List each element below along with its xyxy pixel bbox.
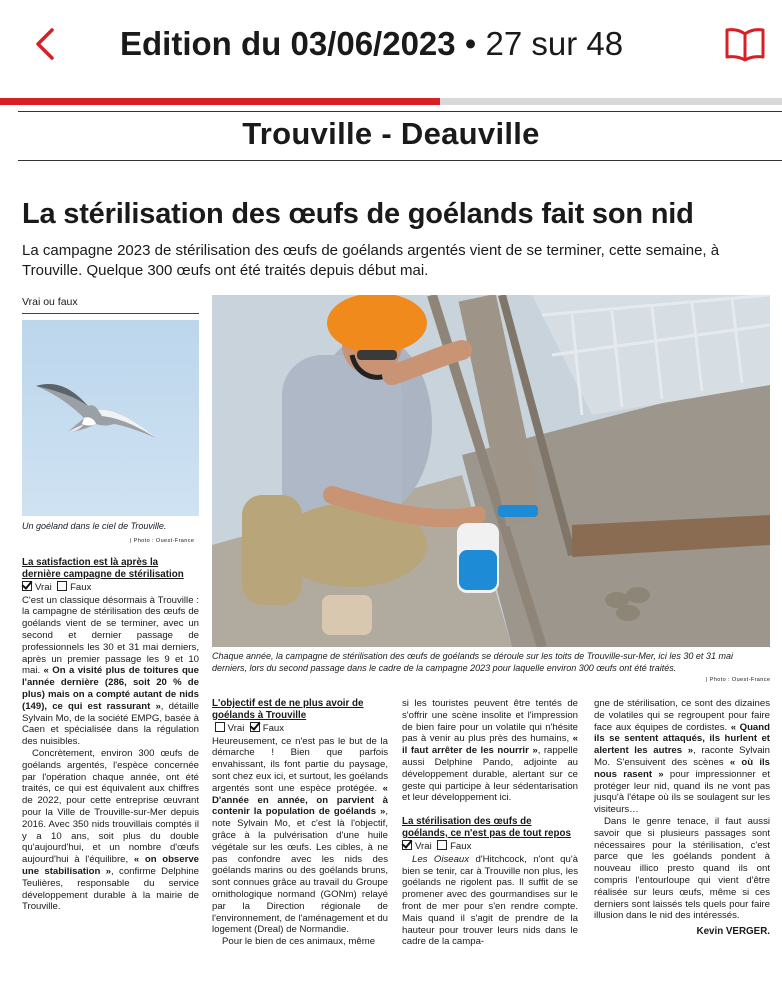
gull-photo [22, 320, 199, 516]
column-3-subhead: La stérilisation des œufs de goélands, ce n'est pas de tout repos [402, 816, 571, 839]
chevron-left-icon[interactable] [28, 24, 62, 64]
gull-photo-caption: Un goéland dans le ciel de Trouville. [22, 521, 167, 531]
column-1-paragraph-2: Concrètement, environ 300 œufs de goélands argentés, l'espèce concernée par l'opération chaque année, ont été traités, ce qui est équivalent aux chiffres de 2022, pour cette entreprise œuvrant pour la Ville de Trouville-sur-Mer depuis 2016. Avec 350 nids trouvillais comptés il y a 10 ans, soit plus du double qu'aujourd'hui, et un nombre d'œufs aujourd'hui à l'équilibre, « on observe une stabilisation », confirme Delphine Teulières, responsable du service développement durable à la mairie de Trouville. [22, 747, 200, 913]
column-4-paragraph-1: gne de stérilisation, ce sont des dizaines de volatiles qui se regroupent pour faire face aux équipes de cordistes. « Quand ils se sentent attaqués, ils hurlent et alertent les autres », raconte Sylvain Mo. S'ensuivent des scènes « où ils nous rasent » pour impressionner et protéger leur nid, quand ils ne vont pas jusqu'à l'étape où ils se soulagent sur les visiteurs… [594, 698, 770, 816]
column-2-paragraph-2: Pour le bien de ces animaux, même [222, 936, 376, 948]
section-rule-bottom [18, 160, 782, 161]
empty-box-icon [215, 722, 225, 732]
checked-box-icon [402, 840, 412, 850]
article-headline: La stérilisation des œufs de goélands fait son nid [22, 198, 694, 230]
sidebar-label: Vrai ou faux [22, 296, 78, 308]
true-label: Vrai [415, 840, 432, 852]
section-title: Trouville - Deauville [242, 116, 540, 151]
section-rule-top [18, 111, 782, 112]
true-label: Vrai [227, 722, 245, 734]
column-2-subhead: L'objectif est de ne plus avoir de goélands à Trouville [212, 698, 364, 721]
gull-photo-credit: | Photo : Ouest-France [130, 538, 195, 544]
empty-box-icon [437, 840, 447, 850]
true-false-checkbox-row [212, 722, 388, 735]
true-false-checkbox-row [22, 581, 199, 594]
column-1 [22, 557, 199, 913]
false-label: Faux [450, 840, 472, 852]
checked-box-icon [22, 581, 32, 591]
false-label: Faux [70, 581, 92, 593]
empty-box-icon [57, 581, 67, 591]
true-label: Vrai [35, 581, 52, 593]
false-label: Faux [262, 722, 285, 734]
top-bar [0, 0, 782, 98]
article-chapo: La campagne 2023 de stérilisation des œufs de goélands argentés vient de se terminer, cette semaine, à Trouville. Quelque 300 œufs ont été traités depuis début mai. [22, 242, 720, 279]
column-3 [402, 698, 578, 948]
edition-label: Edition du 03/06/2023 [120, 25, 456, 62]
column-4 [594, 698, 770, 938]
column-2-paragraph-1: Heureusement, ce n'est pas le but de la démarche ! Bien que parfois envahissant, ils font partie du paysage, sont chez eux ici, et surtout, les goélands argentés sont une espèce protégée. « D'année en année, on parvient à contenir la population de goélands », note Sylvain Mo, et c'est là l'objectif, grâce à la pulvérisation d'une huile végétale sur les œufs. Les cibles, à ne pas confondre avec les nids des goélands marins ou des goélands bruns, sont connues grâce au travail du Groupe ornithologique normand (GONm) relayé par la Direction régionale de l'environnement, de l'aménagement et du logement (Dreal) de Normandie. [212, 735, 388, 936]
sidebar-rule [22, 313, 199, 314]
true-false-checkbox-row [402, 840, 578, 853]
column-1-paragraph-1: C'est un classique désormais à Trouville : la campagne de stérilisation des œufs de goélands vient de se terminer, avec un second et dernier passage de professionnels les 30 et 31 mai derniers, après un premier passage les 9 et 10 mai. « On a visité plus de toitures que l'année dernière (286, soit 20 % de plus) mais on a compté autant de nids (149), ce qui est rassurant », détaille Sylvain Mo, de la société EMPG, basée à Caen et spécialisée dans la régulation des nuisibles. [22, 594, 199, 748]
edition-title [120, 24, 623, 64]
main-photo-credit: | Photo : Ouest-France [706, 677, 771, 683]
checked-box-icon [250, 722, 260, 732]
column-3-paragraph-2: Les Oiseaux d'Hitchcock, n'ont qu'à bien se tenir, car à Trouville non plus, les goélands ne rigolent pas. Il suffit de se promener avec des gourmandises sur le front de mer pour s'en rendre compte. Mais quand il s'agit de prendre de la hauteur pour trouver leurs nids dans le cadre de la campa- [402, 853, 578, 948]
column-4-paragraph-2: Dans le genre tenace, il faut aussi savoir que si plusieurs passages sont nécessaires pour la stérilisation, c'est parce que les goélands pondent à nouveau illico presto quand ils ont compris l'entourloupe qui vient d'être réalisée sur leurs œufs, même si ces derniers sont laissés tels quels pour faire illusion dans le nid des intéressés. [594, 815, 770, 922]
column-1-subhead: La satisfaction est là après la dernière campagne de stérilisation [22, 557, 184, 580]
main-photo-caption: Chaque année, la campagne de stérilisation des œufs de goélands se déroule sur les toits de Trouville-sur-Mer, ici les 30 et 31 mai derniers, lors du second passage dans le cadre de la campagne 2023 pour laquelle environ 300 œufs ont été traités. [212, 651, 733, 673]
article-author: Kevin VERGER. [696, 926, 770, 938]
column-2 [212, 698, 388, 948]
column-3-paragraph-1: si les touristes peuvent être tentés de s'offrir une scène insolite et l'impression de bien faire pour un volatile qui n'hésite pas à venir au plus près des humains, « il faut arrêter de les nourrir », rappelle aussi Delphine Pando, adjointe au développement durable, alertant sur ce geste qui participe à leur sédentarisation et leur développement ici. [402, 698, 578, 804]
reading-progress-bar [0, 98, 782, 105]
reading-progress-fill [0, 98, 440, 105]
main-photo [212, 295, 770, 647]
open-book-icon[interactable] [724, 26, 766, 62]
page-position: • 27 sur 48 [464, 25, 624, 62]
